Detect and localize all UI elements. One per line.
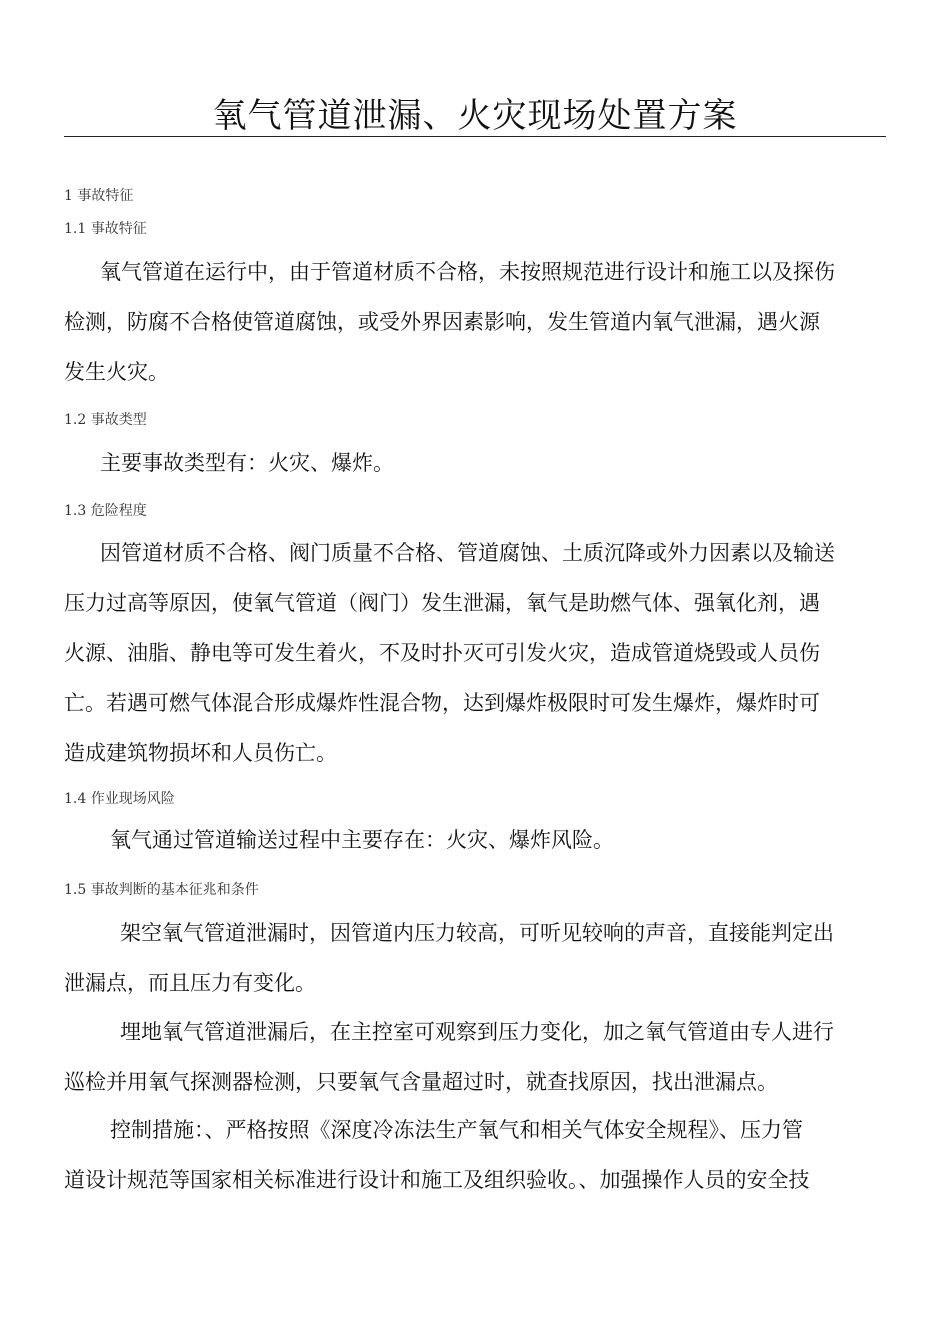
paragraph-accident-types	[64, 438, 886, 488]
text-line: 亡。若遇可燃气体混合形成爆炸性混合物，达到爆炸极限时可发生爆炸，爆炸时可	[64, 691, 820, 715]
section-heading-1-3: 1.3 危险程度	[64, 503, 147, 519]
paragraph-site-risk	[64, 815, 886, 865]
section-heading-1-4: 1.4 作业现场风险	[64, 791, 175, 807]
text-line: 火源、油脂、静电等可发生着火，不及时扑灭可引发火灾，造成管道烧毁或人员伤	[64, 641, 820, 665]
section-heading-1-5: 1.5 事故判断的基本征兆和条件	[64, 882, 259, 898]
text-line: 控制措施：、严格按照《深度冷冻法生产氧气和相关气体安全规程》、压力管	[110, 1118, 803, 1142]
text-line: 氧气通过管道输送过程中主要存在：火灾、爆炸风险。	[110, 828, 614, 852]
text-line: 检测，防腐不合格使管道腐蚀，或受外界因素影响，发生管道内氧气泄漏，遇火源	[64, 310, 820, 334]
paragraph-danger-level	[64, 528, 886, 778]
text-line: 发生火灾。	[64, 360, 169, 384]
paragraph-buried-leak	[64, 1007, 886, 1107]
text-line: 造成建筑物损坏和人员伤亡。	[64, 741, 337, 765]
text-line: 泄漏点，而且压力有变化。	[64, 971, 316, 995]
section-heading-1-2: 1.2 事故类型	[64, 412, 147, 428]
section-heading-1: 1 事故特征	[64, 188, 134, 204]
text-line: 因管道材质不合格、阀门质量不合格、管道腐蚀、土质沉降或外力因素以及输送	[100, 541, 835, 565]
text-line: 架空氧气管道泄漏时，因管道内压力较高，可听见较响的声音，直接能判定出	[120, 921, 834, 945]
document-title: 氧气管道泄漏、火灾现场处置方案	[212, 96, 738, 136]
text-line: 压力过高等原因，使氧气管道（阀门）发生泄漏，氧气是助燃气体、强氧化剂，遇	[64, 591, 820, 615]
text-line: 道设计规范等国家相关标准进行设计和施工及组织验收。、加强操作人员的安全技	[64, 1168, 810, 1192]
title-underline	[64, 136, 886, 137]
text-line: 埋地氧气管道泄漏后，在主控室可观察到压力变化，加之氧气管道由专人进行	[120, 1020, 834, 1044]
paragraph-overhead-leak	[64, 908, 886, 1008]
section-heading-1-1: 1.1 事故特征	[64, 221, 147, 237]
paragraph-control-measures	[64, 1105, 886, 1205]
paragraph-accident-features	[64, 247, 886, 397]
text-line: 巡检并用氧气探测器检测，只要氧气含量超过时，就查找原因，找出泄漏点。	[64, 1070, 778, 1094]
text-line: 主要事故类型有：火灾、爆炸。	[100, 451, 394, 475]
text-line: 氧气管道在运行中，由于管道材质不合格，未按照规范进行设计和施工以及探伤	[100, 260, 835, 284]
